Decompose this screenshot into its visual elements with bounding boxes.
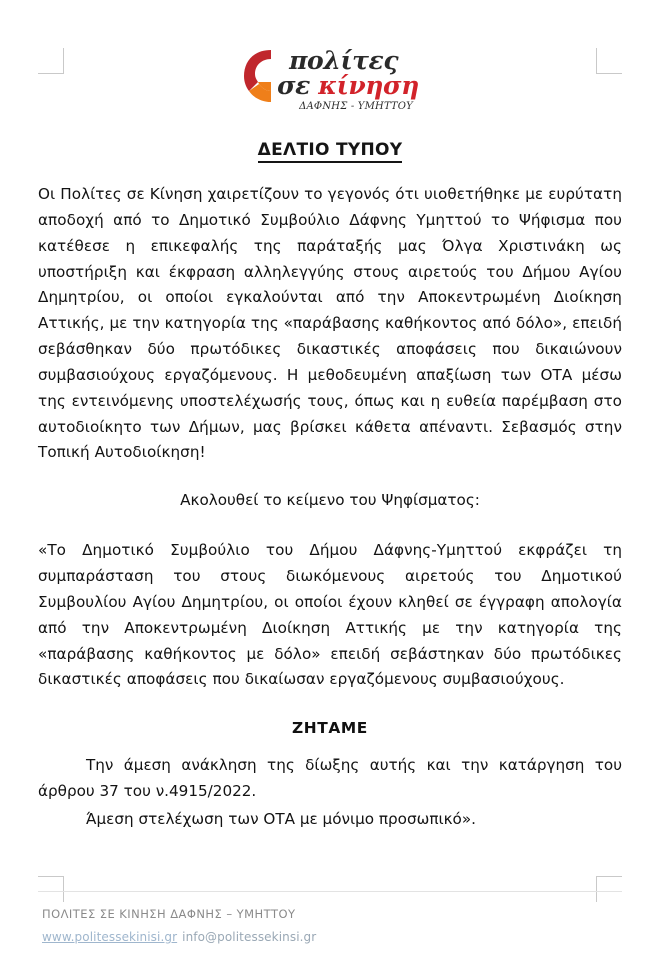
organization-logo: [241, 44, 419, 112]
demand-heading: ΖΗΤΑΜΕ: [292, 719, 368, 738]
demand-item-2: Άμεση στελέχωση των ΟΤΑ με μόνιμο προσωπικό».: [86, 809, 476, 828]
footer-contact: [42, 930, 622, 944]
crop-mark-bottom-right: [596, 876, 622, 902]
crop-mark-bottom-left: [38, 876, 64, 902]
page-footer: [42, 907, 622, 944]
logo-wordmark: [277, 44, 419, 112]
demand-item-1: Την άμεση ανάκληση της δίωξης αυτής και την κατάργηση του άρθρου 37 του ν.4915/2022.: [38, 756, 622, 801]
resolution-intro-line: Ακολουθεί το κείμενο του Ψηφίσματος:: [180, 491, 480, 510]
document-body: [38, 140, 622, 833]
footer-email[interactable]: info@politessekinsi.gr: [182, 930, 317, 944]
document-title-text: ΔΕΛΤΙΟ ΤΥΠΟΥ: [258, 140, 403, 163]
paragraph-resolution: «Το Δημοτικό Συμβούλιο του Δήμου Δάφνης-Υμηττού εκφράζει τη συμπαράσταση του στους διωκόμενους αιρετούς του Δημοτικού Συμβουλίου Αγίου Δημητρίου, οι οποίοι έχουν κληθεί σε έγγραφη απολογία από την Αποκεντρωμένη Διοίκηση Αττικής με την κατηγορία της «παράβασης καθήκοντος με δόλο» επειδή σεβάστηκαν δύο πρωτόδικες δικαστικές αποφάσεις που δικαίωσαν εργαζόμενους συμβασιούχους.: [38, 541, 622, 689]
footer-website-link[interactable]: www.politessekinisi.gr: [42, 930, 178, 944]
logo-block: [0, 44, 660, 112]
logo-line-2-plain: σε: [277, 70, 319, 100]
logo-line-1: πολίτες: [289, 46, 399, 75]
footer-organization: ΠΟΛΙΤΕΣ ΣΕ ΚΙΝΗΣΗ ΔΑΦΝΗΣ – ΥΜΗΤΤΟΥ: [42, 907, 296, 921]
footer-divider: [38, 891, 622, 892]
paragraph-intro: Οι Πολίτες σε Κίνηση χαιρετίζουν το γεγονός ότι υιοθετήθηκε με ευρύτατη αποδοχή από το Δημοτικό Συμβούλιο Δάφνης Υμηττού το Ψήφισμα που κατέθεσε η επικεφαλής της παράταξής μας Όλγα Χριστινάκη ως υποστήριξη και έκφραση αλληλεγγύης στους αιρετούς του Δήμου Αγίου Δημητρίου, οι οποίοι εγκαλούνται από την Αποκεντρωμένη Διοίκηση Αττικής, με την κατηγορία της «παράβασης καθήκοντος από δόλο», επειδή σεβάσθηκαν δύο πρωτόδικες δικαστικές αποφάσεις που δικαιώνουν συμβασιούχους εργαζόμενους. Η μεθοδευμένη απαξίωση των ΟΤΑ μέσω της εντεινόμενης υποστελέχωσής τους, όπως και η ευθεία παρέμβαση στο αυτοδιοίκητο των Δήμων, μας βρίσκει κάθετα απέναντι. Σεβασμός στην Τοπική Αυτοδιοίκηση!: [38, 185, 622, 462]
document-title: [38, 140, 622, 160]
logo-line-2-accent: κίνηση: [318, 70, 419, 100]
logo-line-2: [277, 70, 419, 100]
logo-subtitle: ΔΑΦΝΗΣ - ΥΜΗΤΤΟΥ: [299, 101, 413, 112]
